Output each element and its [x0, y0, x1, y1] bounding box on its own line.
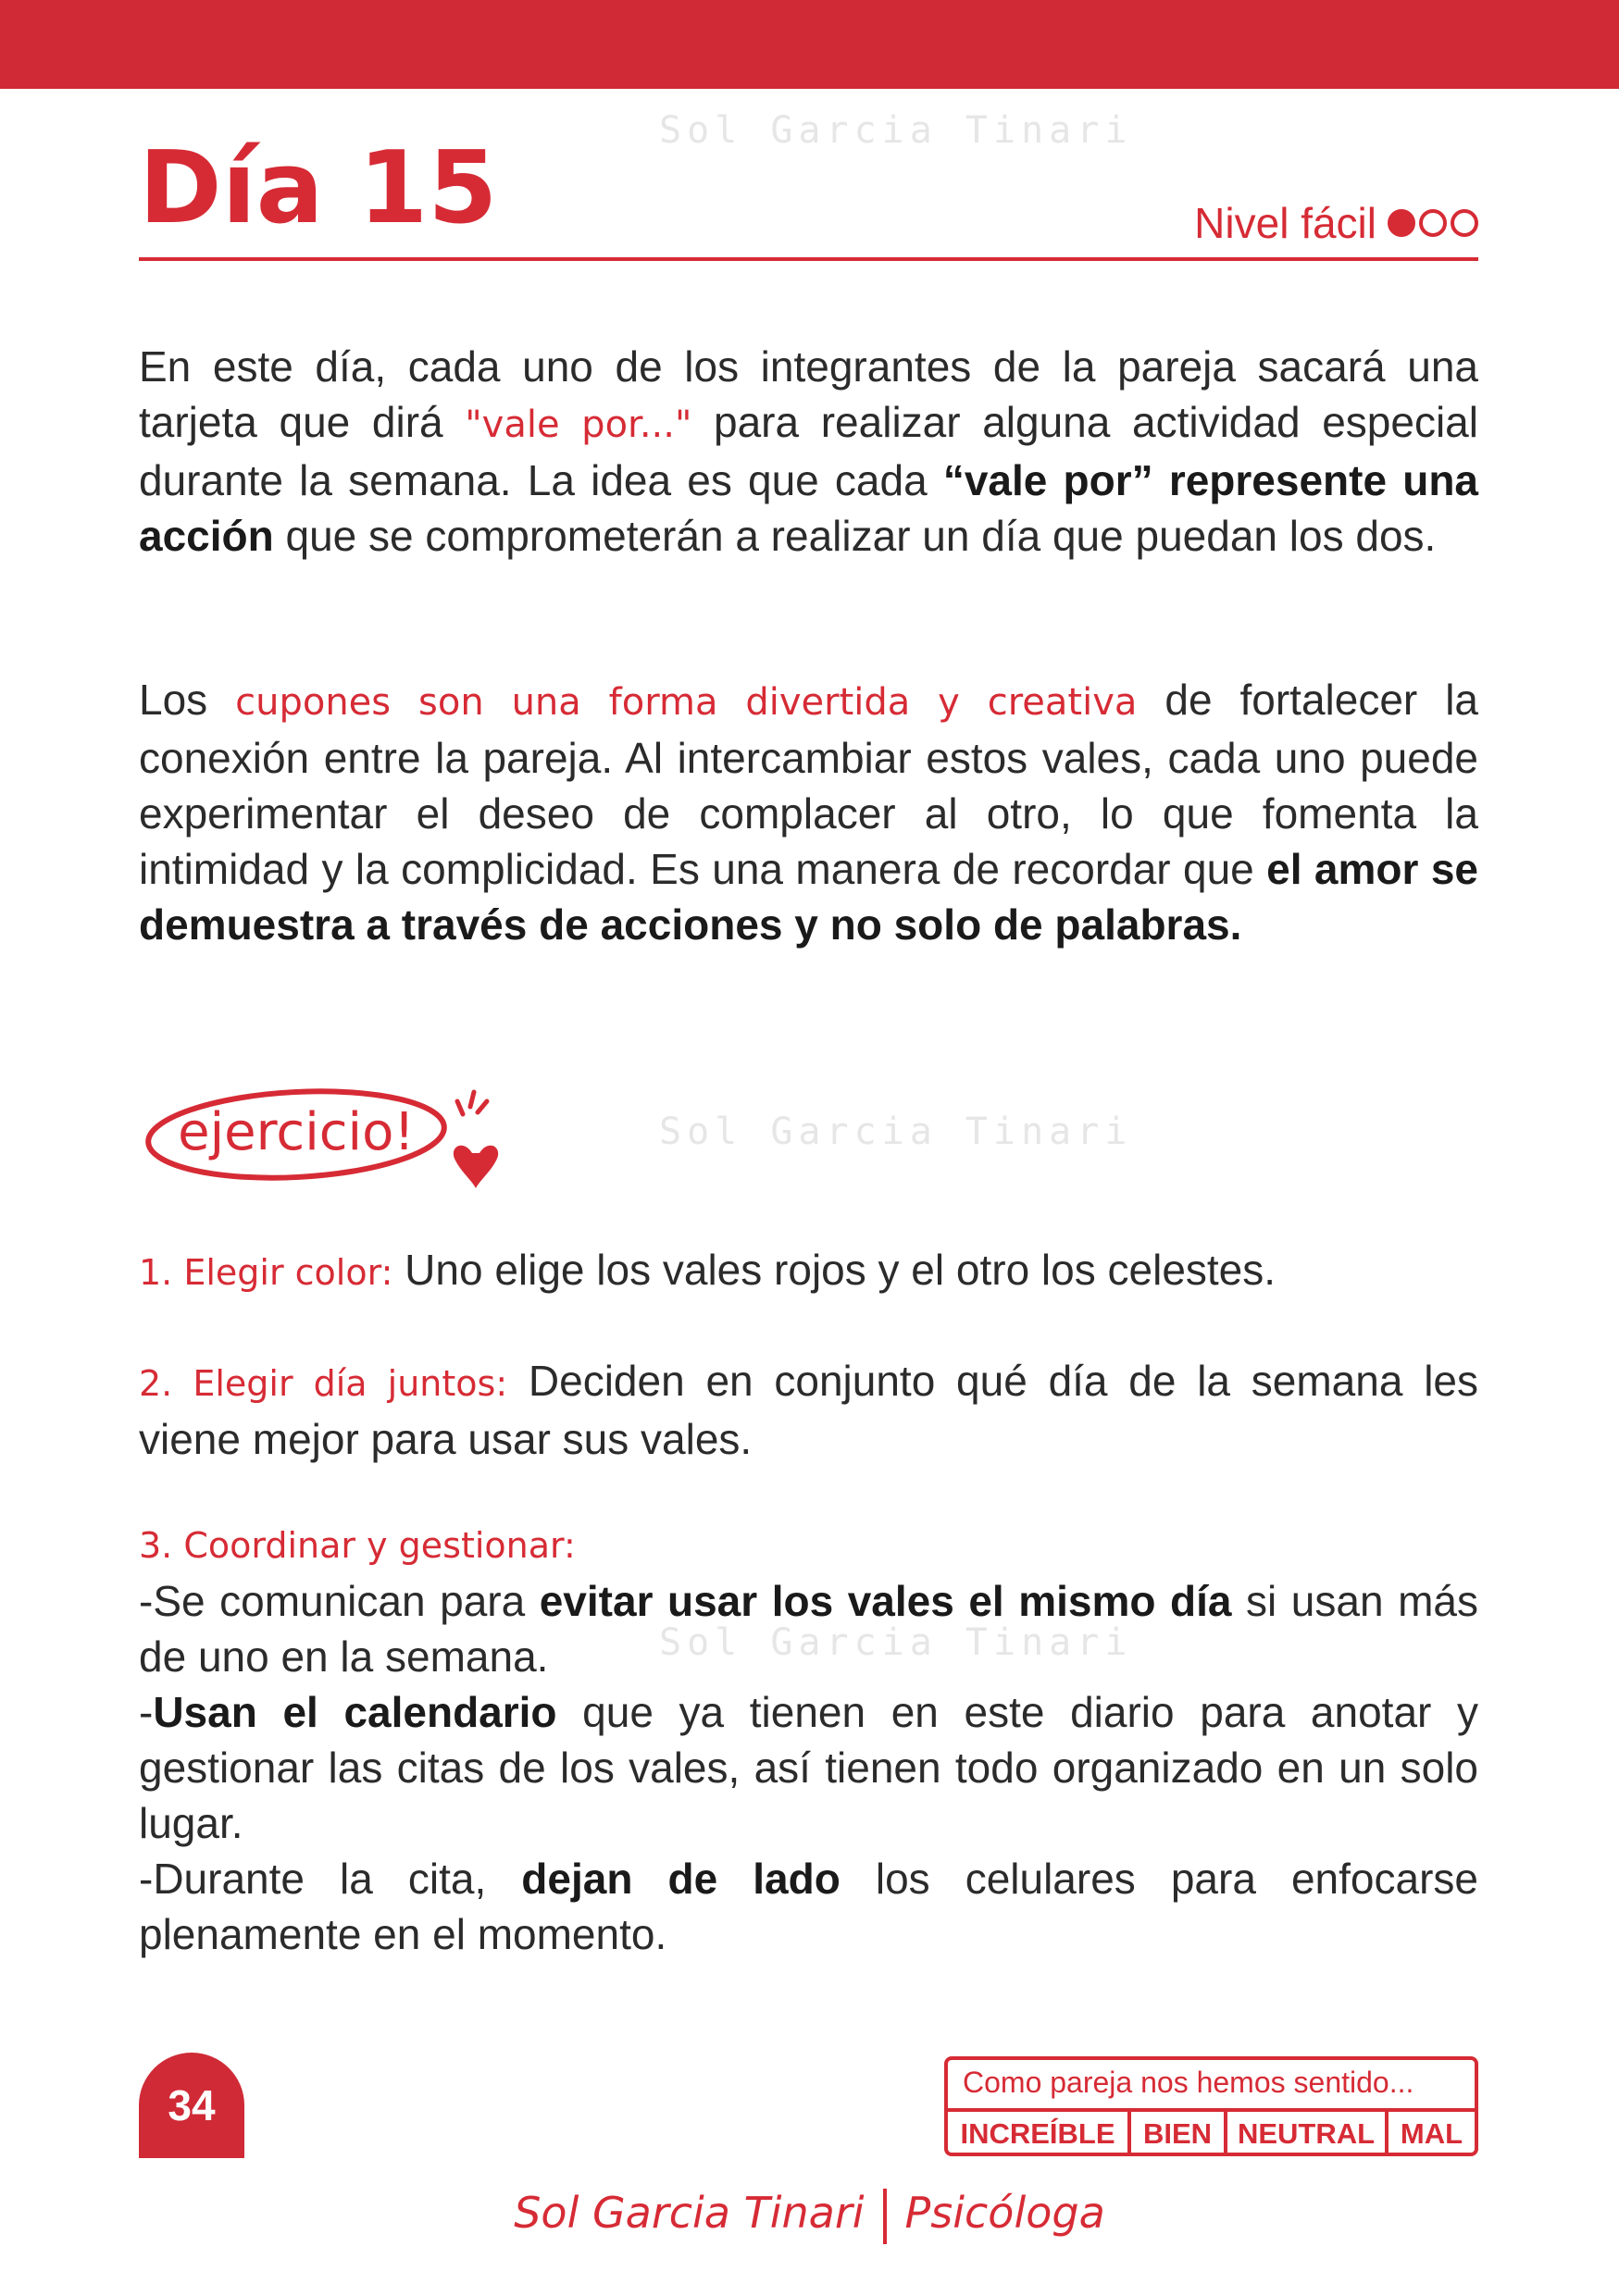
top-color-bar [0, 0, 1619, 89]
exercise-step-2 [139, 1353, 1478, 1467]
footer-separator [883, 2189, 887, 2244]
step-3-line-3 [139, 1851, 1478, 1962]
bold-text: evitar usar los vales el mismo día [539, 1577, 1232, 1625]
step-label: 2. Elegir día juntos: [139, 1363, 508, 1404]
difficulty-label: Nivel fácil [1194, 199, 1376, 247]
page-number: 34 [139, 2053, 244, 2158]
highlight-text: cupones son una forma divertida y creativa [235, 681, 1138, 724]
text-run: que ya tienen en este diario para anotar y gestionar las citas de los vales, así tienen todo organizado en un solo lugar. [139, 1688, 1478, 1847]
step-text: Uno elige los vales rojos y el otro los celestes. [392, 1246, 1277, 1294]
step-3-line-2 [139, 1684, 1478, 1851]
text-run: -Se comunican para [139, 1577, 540, 1625]
text-run: de fortalecer la conexión entre la pareja. Al intercambiar estos vales, cada uno puede experimentar el deseo de complacer al otro, lo que fomenta la intimidad y la complicidad. Es una manera de recordar que [139, 676, 1478, 893]
step-label: 3. Coordinar y gestionar: [139, 1525, 576, 1566]
page-title: Día 15 [139, 130, 498, 246]
difficulty-level [1194, 198, 1478, 248]
badge-label: ejercicio! [178, 1102, 415, 1162]
bold-text: el amor se demuestra a través de acciones y no solo de palabras. [139, 845, 1478, 949]
heart-icon [454, 1146, 498, 1188]
text-run: si usan más de uno en la semana. [139, 1577, 1478, 1681]
footer-signature [0, 2188, 1619, 2244]
difficulty-dot-filled-icon [1388, 209, 1415, 237]
step-text: Deciden en conjunto qué día de la semana les viene mejor para usar sus vales. [139, 1357, 1478, 1463]
sparkle-icon [457, 1092, 487, 1114]
rating-options [948, 2112, 1475, 2156]
difficulty-dots [1388, 209, 1478, 237]
text-run: para realizar alguna actividad especial durante la semana. La idea es que cada [139, 398, 1478, 504]
step-3-line-1 [139, 1573, 1478, 1684]
exercise-step-3 [139, 1518, 1478, 1962]
author-role: Psicóloga [904, 2188, 1105, 2238]
text-run: Los [139, 676, 236, 724]
difficulty-dot-empty-icon [1419, 209, 1447, 237]
bold-text: Usan el calendario [153, 1688, 557, 1736]
text-run: -Durante la cita, [139, 1855, 522, 1903]
bold-text: dejan de lado [521, 1855, 841, 1903]
rating-option-neutral[interactable]: NEUTRAL [1227, 2112, 1389, 2156]
rating-option-bien[interactable]: BIEN [1131, 2112, 1227, 2156]
coupons-paragraph [139, 672, 1478, 952]
rating-prompt: Como pareja nos hemos sentido... [963, 2066, 1414, 2099]
highlight-text: "vale por..." [465, 403, 692, 446]
author-name: Sol Garcia Tinari [514, 2188, 865, 2238]
step-label: 1. Elegir color: [139, 1252, 393, 1293]
watermark: Sol Garcia Tinari [659, 1621, 1133, 1664]
exercise-badge [139, 1064, 528, 1203]
watermark: Sol Garcia Tinari [659, 1111, 1133, 1153]
text-run: En este día, cada uno de los integrantes de la pareja sacará una tarjeta que dirá [139, 342, 1478, 446]
text-run: los celulares para enfocarse plenamente en el momento. [139, 1855, 1478, 1958]
title-divider [139, 257, 1478, 261]
rating-option-increible[interactable]: INCREÍBLE [948, 2112, 1131, 2156]
exercise-step-1 [139, 1242, 1478, 1300]
watermark: Sol Garcia Tinari [659, 109, 1133, 152]
intro-paragraph [139, 339, 1478, 564]
difficulty-dot-empty-icon [1451, 209, 1478, 237]
text-run: - [139, 1688, 154, 1736]
bold-text: “vale por” represente una acción [139, 456, 1478, 560]
text-run: que se comprometerán a realizar un día que puedan los dos. [273, 512, 1437, 560]
mood-rating-box [944, 2056, 1478, 2156]
rating-option-mal[interactable]: MAL [1400, 2117, 1463, 2150]
